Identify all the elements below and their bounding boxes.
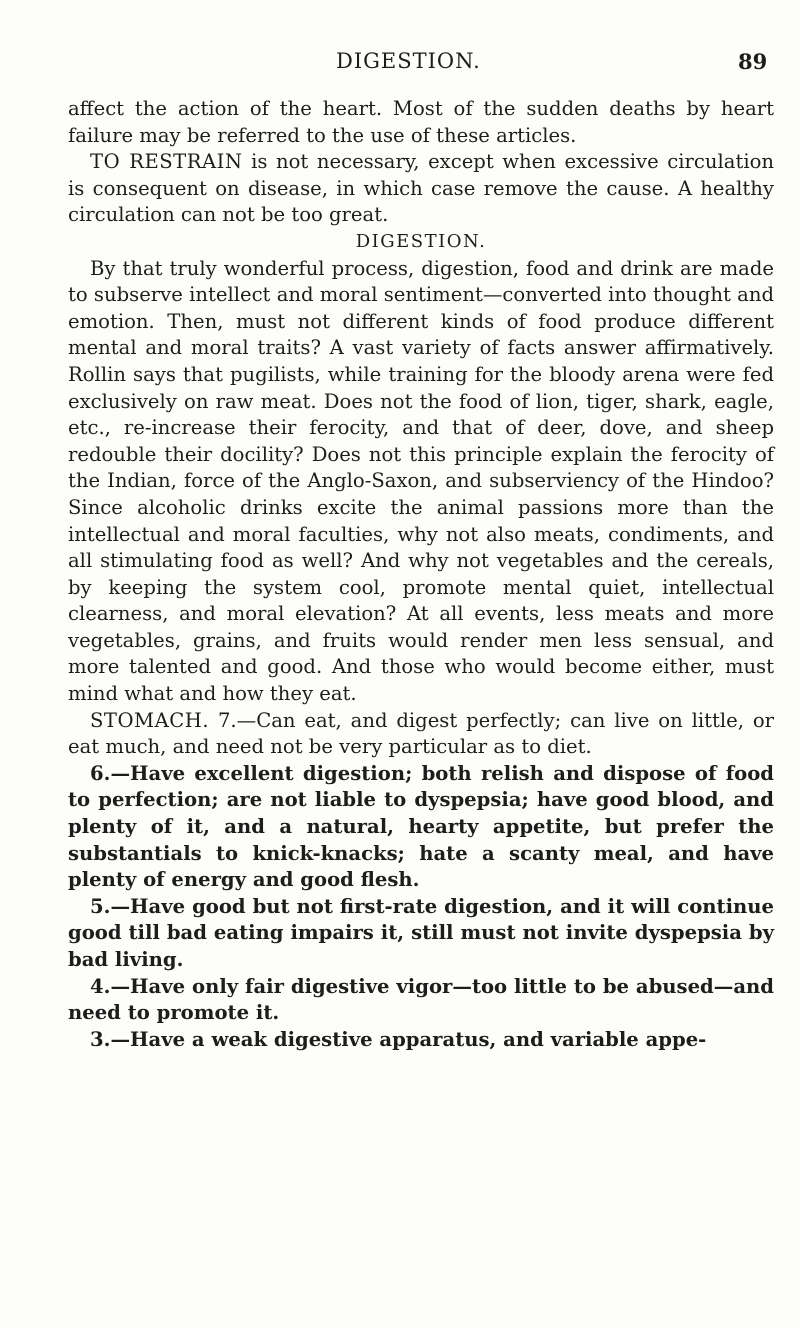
paragraph-heart-action: affect the action of the heart. Most of the sudden deaths by heart failure may be referred to the use of these articles. <box>68 97 774 147</box>
page-number: 89 <box>738 49 768 74</box>
paragraph-stomach-3: 3.—Have a weak digestive apparatus, and variable appe- <box>90 1027 707 1051</box>
section-heading-digestion: DIGESTION. <box>355 230 487 252</box>
restrain-text: is not necessary, except when excessive circulation is consequent on disease, in which case remove the cause. A healthy circulation can not be too great. <box>68 150 774 227</box>
paragraph-stomach-4: 4.—Have only fair digestive vigor—too little to be abused—and need to promote it. <box>68 974 774 1025</box>
stomach-7-text: 7.—Can eat, and digest perfectly; can live on little, or eat much, and need not be very particular as to diet. <box>68 708 774 759</box>
paragraph-stomach-6: 6.—Have excellent digestion; both relish and dispose of food to perfection; are not liable to dyspepsia; have good blood, and plenty of it, and a natural, hearty appetite, but prefer the substantials to knick-knacks; hate a scanty meal, and have plenty of energy and good flesh. <box>68 761 774 892</box>
paragraph-digestion: By that truly wonderful process, digestion, food and drink are made to subserve intellect and moral sentiment—converted into thought and emotion. Then, must not different kinds of food produce different mental and moral traits? A vast variety of facts answer affirmatively. Rollin says that pugilists, while training for the bloody arena were fed exclusively on raw meat. Does not the food of lion, tiger, shark, eagle, etc., re-increase their ferocity, and that of deer, dove, and sheep redouble their docility? Does not this principle explain the ferocity of the Indian, force of the Anglo-Saxon, and subserviency of the Hindoo? Since alcoholic drinks excite the animal passions more than the intellectual and moral faculties, why not also meats, condiments, and all stimulating food as well? And why not vegetables and the cereals, by keeping the system cool, promote mental quiet, intellectual clearness, and moral elevation? At all events, less meats and more vegetables, grains, and fruits would render men less sensual, and more talented and good. And those who would become either, must mind what and how they eat. <box>68 256 774 706</box>
stomach-heading: STOMACH. <box>90 708 210 732</box>
paragraph-restrain <box>68 149 774 229</box>
body-text <box>68 96 774 1053</box>
running-head: DIGESTION. <box>336 49 481 73</box>
paragraph-stomach-7 <box>68 708 774 761</box>
paragraph-stomach-5: 5.—Have good but not first-rate digestion, and it will continue good till bad eating impairs it, still must not invite dyspepsia by bad living. <box>68 894 774 971</box>
restrain-heading: TO RESTRAIN <box>90 150 243 174</box>
